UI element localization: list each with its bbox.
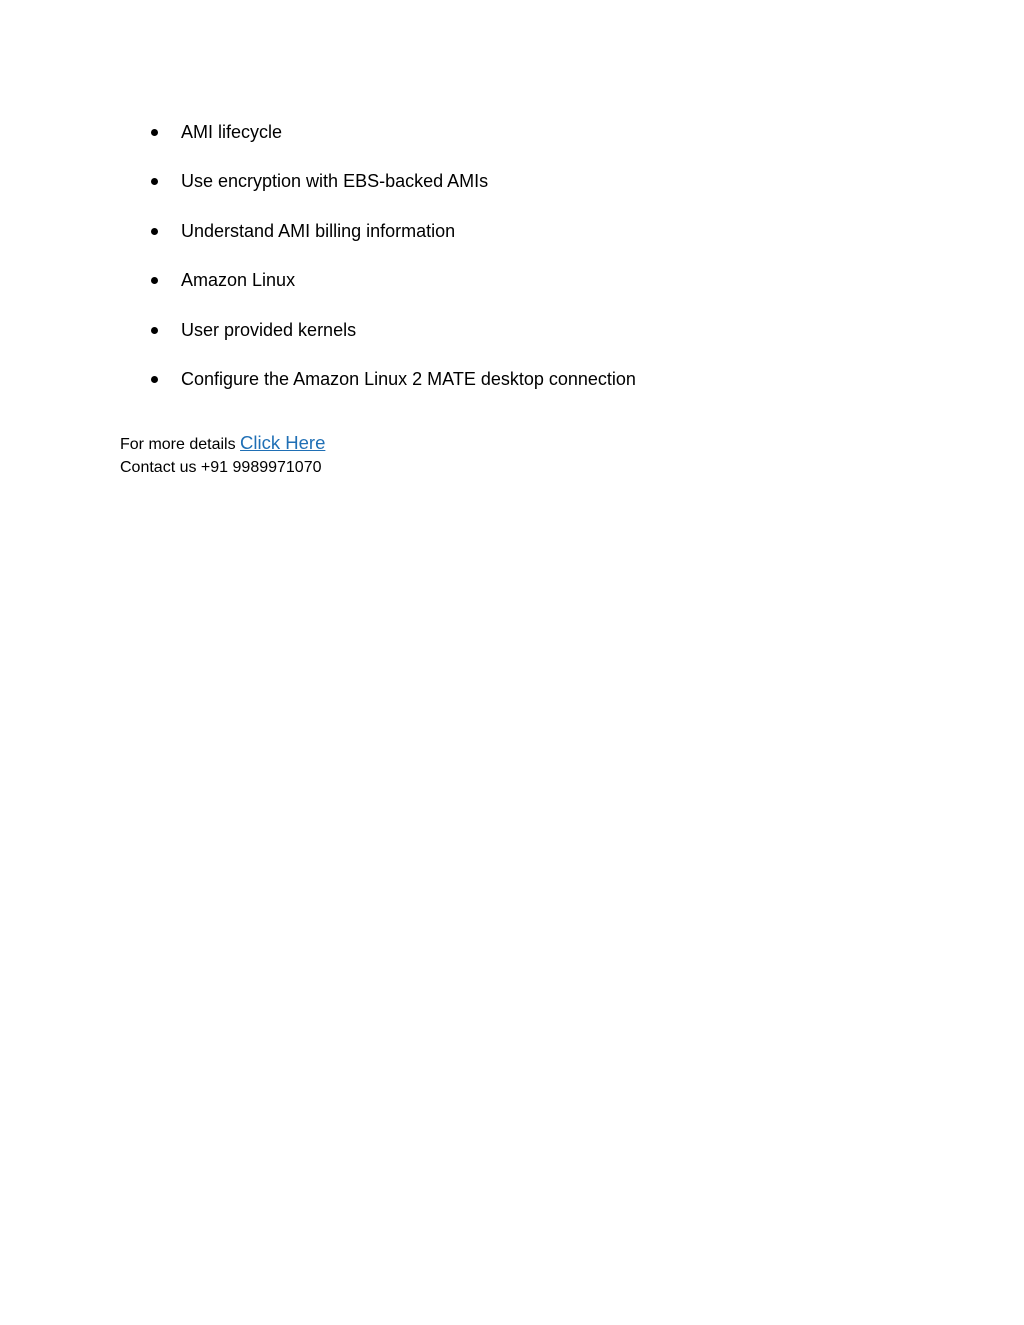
bullet-dot-icon (151, 376, 158, 383)
list-item-label: Amazon Linux (181, 270, 296, 291)
bullet-dot-icon (151, 228, 158, 235)
click-here-link[interactable]: Click Here (240, 432, 326, 453)
list-item-label: Understand AMI billing information (181, 220, 456, 241)
list-item-label: User provided kernels (181, 319, 357, 340)
footer-contact-block (120, 430, 325, 480)
list-item-label: Configure the Amazon Linux 2 MATE desktop connection (181, 368, 636, 389)
details-line (120, 430, 325, 455)
bullet-dot-icon (151, 327, 158, 334)
bullet-dot-icon (151, 178, 158, 185)
list-item-label: Use encryption with EBS-backed AMIs (181, 171, 489, 192)
bullet-dot-icon (151, 129, 158, 136)
contact-line: Contact us +91 9989971070 (120, 459, 322, 476)
bullet-dot-icon (151, 277, 158, 284)
list-item-label: AMI lifecycle (181, 122, 283, 142)
details-prefix-text: For more details (120, 436, 241, 453)
